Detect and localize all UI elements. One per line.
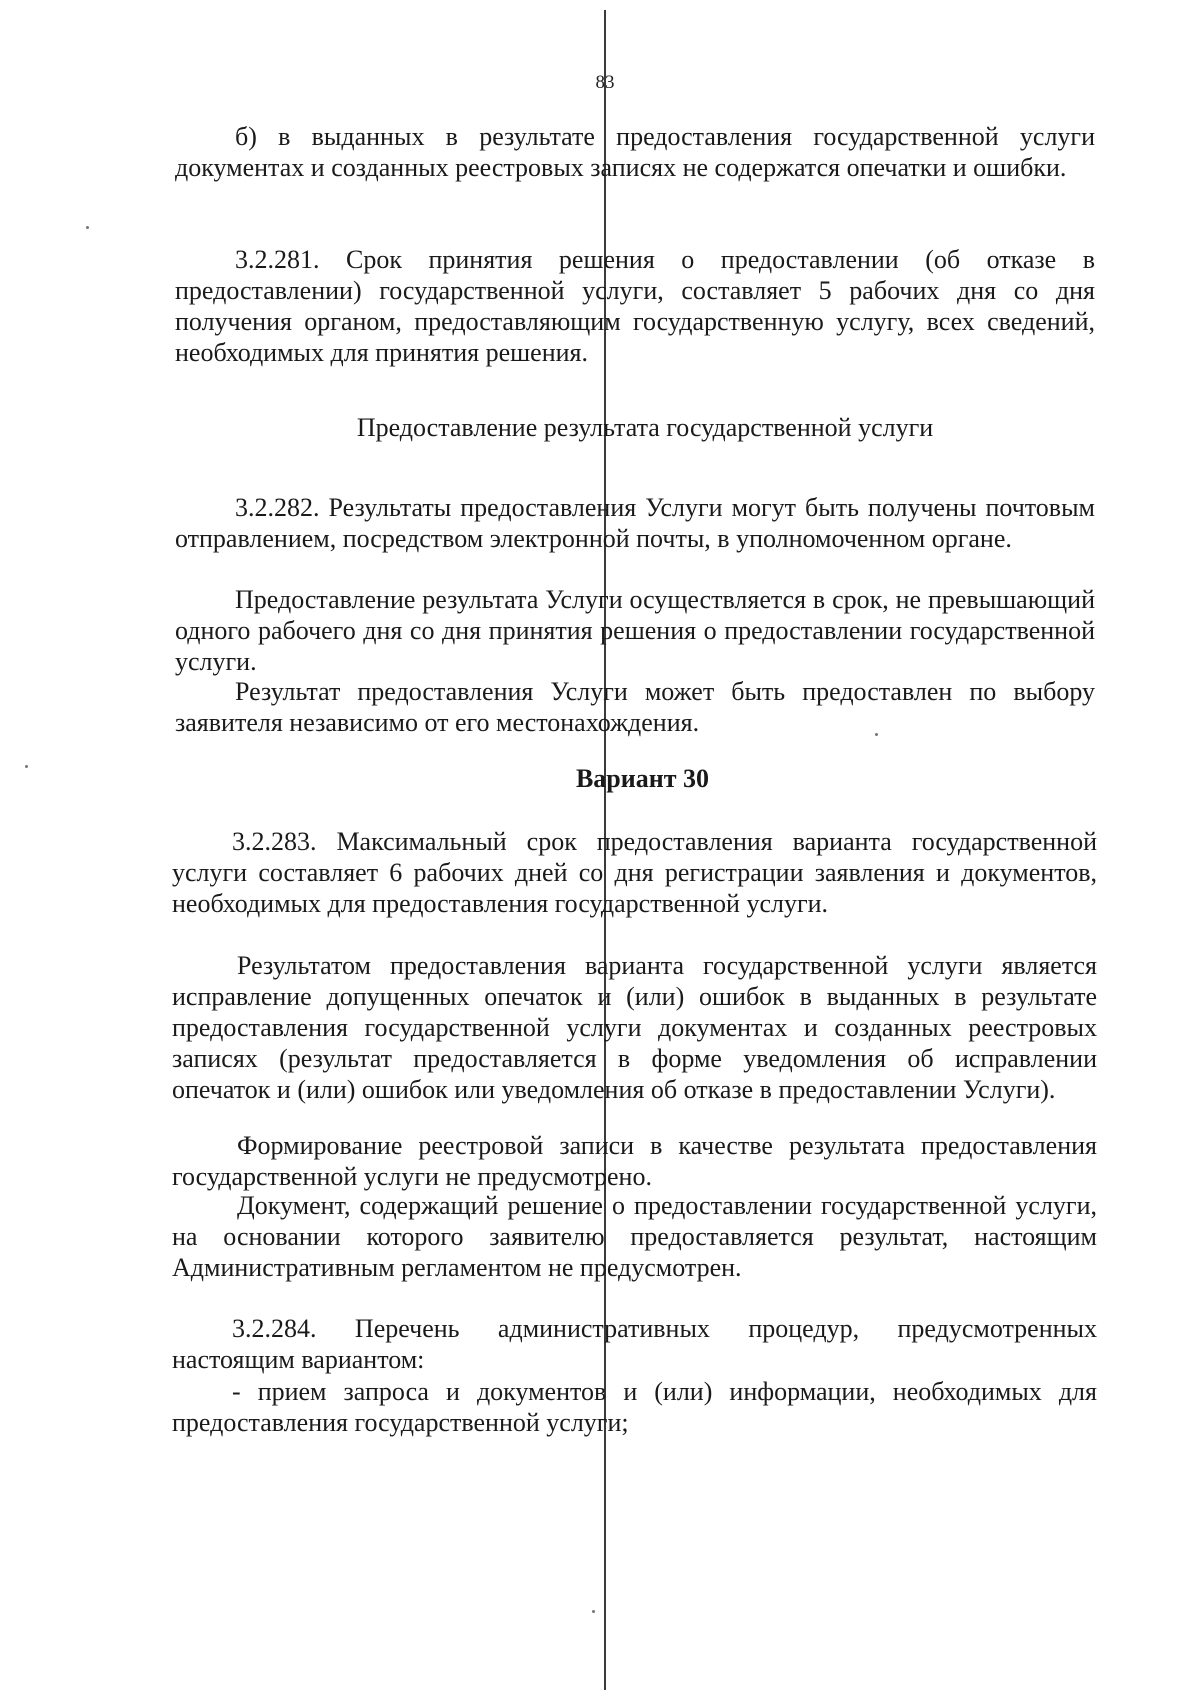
paragraph-3-2-282-choice: Результат предоставления Услуги может быть предоставлен по выбору заявителя независимо от его местонахождения.: [175, 677, 1095, 737]
scan-speck: [875, 733, 878, 736]
paragraph-3-2-283: 3.2.283. Максимальный срок предоставления варианта государственной услуги составляет 6 рабочих дней со дня регистрации заявления и документов, необходимых для предоставления государственной услуги.: [172, 827, 1097, 918]
scan-speck: [25, 765, 28, 768]
paragraph-3-2-283-document: Документ, содержащий решение о предоставлении государственной услуги, на основании которого заявителю предоставляется результат, настоящим Административным регламентом не предусмотрен.: [172, 1191, 1097, 1282]
list-item-procedure: - прием запроса и документов и (или) информации, необходимых для предоставления государственной услуги;: [172, 1377, 1097, 1437]
paragraph-3-2-281: 3.2.281. Срок принятия решения о предоставлении (об отказе в предоставлении) государственной услуги, составляет 5 рабочих дня со дня получения органом, предоставляющим государственную услугу, всех сведений, необходимых для принятия решения.: [175, 245, 1095, 367]
variant-heading: Вариант 30: [575, 764, 710, 793]
paragraph-3-2-282: 3.2.282. Результаты предоставления Услуги могут быть получены почтовым отправлением, посредством электронной почты, в уполномоченном органе.: [175, 493, 1095, 553]
paragraph-3-2-283-registry: Формирование реестровой записи в качестве результата предоставления государственной услуги не предусмотрено.: [172, 1131, 1097, 1191]
paragraph-3-2-284: 3.2.284. Перечень административных процедур, предусмотренных настоящим вариантом:: [172, 1314, 1097, 1374]
paragraph-b: б) в выданных в результате предоставления государственной услуги документах и созданных реестровых записях не содержатся опечатки и ошибки.: [175, 122, 1095, 182]
page-number: 83: [595, 72, 615, 93]
scan-speck: [86, 226, 89, 229]
paragraph-3-2-282-term: Предоставление результата Услуги осуществляется в срок, не превышающий одного рабочего дня со дня принятия решения о предоставлении государственной услуги.: [175, 585, 1095, 676]
scan-speck: [592, 1610, 595, 1613]
paragraph-3-2-283-result: Результатом предоставления варианта государственной услуги является исправление допущенных опечаток и (или) ошибок в выданных в результате предоставления государственной услуги документах и созданных реестровых записях (результат предоставляется в форме уведомления об исправлении опечаток и (или) ошибок или уведомления об отказе в предоставлении Услуги).: [172, 951, 1097, 1104]
section-heading-result: Предоставление результата государственной услуги: [356, 413, 934, 442]
